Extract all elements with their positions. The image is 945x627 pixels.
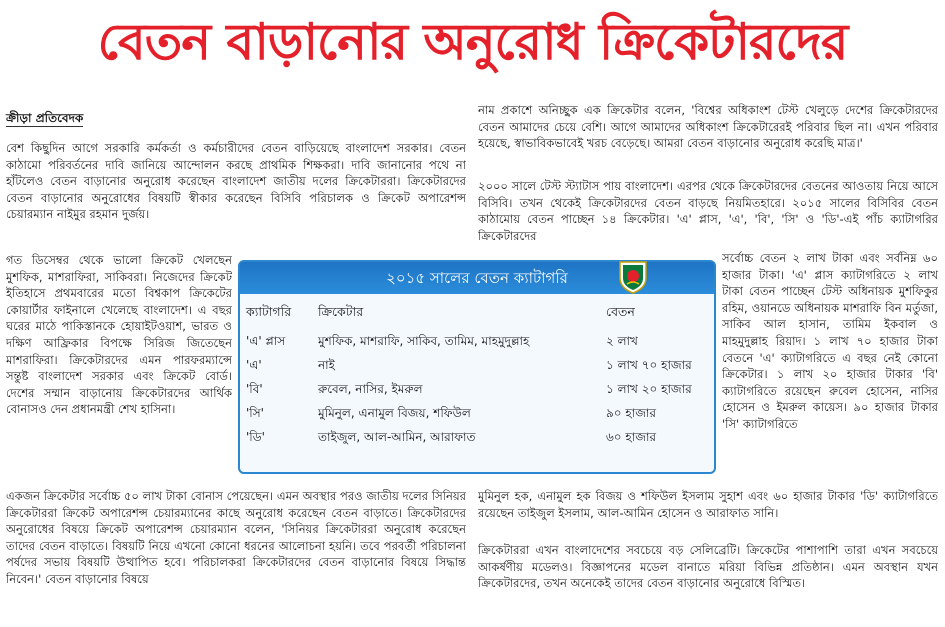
- left-column-paragraph: গত ডিসেম্বর থেকে ভালো ক্রিকেট খেলছেন মুশফিক, মাশরাফিরা, সাকিবরা। নিজেদের ক্রিকেট ইতিহাসে প্রথমবারের মতো বিশ্বকাপ ক্রিকেটের কোয়ার্টার ফাইনালে খেলেছে বাংলাদেশ। এ বছর ঘরের মাঠে পাকিস্তানকে হোয়াইটওয়াশ, ভারত ও দক্ষিণ আফ্রিকার বিপক্ষে সিরিজ জিতেছেন মাশরাফিরা। ক্রিকেটারদের এমন পারফরম্যান্সে সন্তুষ্ট বাংলাদেশ সরকার এবং ক্রিকেট বোর্ড। দেশের সম্মান বাড়ানোয় ক্রিকেটারদের আর্থিক বোনাসও দেন প্রধানমন্ত্রী শেখ হাসিনা।: [6, 253, 232, 417]
- left-bottom-paragraph: একজন ক্রিকেটার সর্বোচ্চ ৫০ লাখ টাকা বোনাস পেয়েছেন। এমন অবস্থার পরও জাতীয় দলের সিনিয়র ক্রিকেটাররা ক্রিকেট অপারেশন্স চেয়ারম্যানের কাছে অনুরোধ করেছেন বেতন বাড়াতে। ক্রিকেটারদের অনুরোধের বিষয়ে ক্রিকেট অপারেশন্স চেয়ারম্যান বলেন, 'সিনিয়র ক্রিকেটাররা অনুরোধ করেছেন তাদের বেতন বাড়াতে। বিষয়টি নিয়ে এখনো কোনো ধরনের আলোচনা হয়নি। তবে পরবর্তী পরিচালনা পর্ষদের সভায় বিষয়টি উত্থাপিত হবে। পরিচালকরা ক্রিকেটারদের বেতন বাড়ানোর বিষয়ে সিদ্ধান্ত নিবেন।' বেতন বাড়ানোর বিষয়ে: [6, 489, 466, 586]
- row-category: 'সি': [246, 406, 264, 420]
- row-salary: ২ লাখ: [606, 334, 638, 348]
- row-salary: ১ লাখ ৭০ হাজার: [606, 358, 692, 372]
- table-row: [246, 402, 708, 426]
- header-salary: বেতন: [606, 304, 635, 319]
- headline: বেতন বাড়ানোর অনুরোধ ক্রিকেটারদের: [97, 13, 848, 71]
- right-top-paragraph: নাম প্রকাশে অনিচ্ছুক এক ক্রিকেটার বলেন, 'বিশ্বের অধিকাংশ টেস্ট খেলুড়ে দেশের ক্রিকেটারদের বেতন আমাদের চেয়ে বেশি। আগে আমাদের অধিকাংশ ক্রিকেটারেরই পরিবার ছিল না। এখন পরিবার হয়েছে, স্বাভাবিকভাবেই খরচ বেড়েছে। আমরা বেতন বাড়ানোর অনুরোধ করেছি মাত্র।': [478, 103, 938, 151]
- bcb-logo-icon: [618, 260, 648, 294]
- row-category: 'বি': [246, 382, 263, 396]
- right-column-paragraph: সর্বোচ্চ বেতন ২ লাখ টাকা এবং সর্বনিম্ন ৬০ হাজার টাকা। 'এ' প্লাস ক্যাটাগরিতে ২ লাখ টাকা বেতন পাচ্ছেন টেস্ট অধিনায়ক মুশফিকুর রহিম, ওয়ানডে অধিনায়ক মাশরাফি বিন মর্তুজা, সাকিব আল হাসান, তামিম ইকবাল ও মাহমুদুল্লাহ রিয়াদ। ১ লাখ ৭০ হাজার টাকা বেতনে 'এ' ক্যাটাগরিতে এ বছর নেই কোনো ক্রিকেটার। ১ লাখ ২০ হাজার টাকার 'বি' ক্যাটাগরিতে রয়েছেন রুবেল হোসেন, নাসির হোসেন ও ইমরুল কায়েস। ৯০ হাজার টাকার 'সি' ক্যাটাগরিতে: [722, 251, 938, 431]
- row-cricketers: মুশফিক, মাশরাফি, সাকিব, তামিম, মাহমুদুল্লাহ: [318, 334, 530, 348]
- intro-paragraph: বেশ কিছুদিন আগে সরকারি কর্মকর্তা ও কর্মচারীদের বেতন বাড়িয়েছে বাংলাদেশ সরকার। বেতন কাঠামো পরিবর্তনের দাবি জানিয়ে আন্দোলন করছে প্রাথমিক শিক্ষকরা। দাবি জানানোর পথে না হাঁটলেও বেতন বাড়ানোর অনুরোধ করেছেন বাংলাদেশ জাতীয় দলের ক্রিকেটাররা। ক্রিকেটারদের বেতন বাড়ানোর অনুরোধের বিষয়টি স্বীকার করেছেন বিসিবি পরিচালক ও ক্রিকেট অপারেশন্স চেয়ারম্যান নাইমুর রহমান দুর্জয়।: [6, 141, 466, 222]
- table-row: [246, 426, 708, 450]
- header-cricketer: ক্রিকেটার: [318, 304, 364, 319]
- row-cricketers: মুমিনুল, এনামুল বিজয়, শফিউল: [318, 406, 471, 420]
- row-cricketers: রুবেল, নাসির, ইমরুল: [318, 382, 423, 396]
- table-row: [246, 378, 708, 402]
- row-category: 'এ' প্লাস: [246, 334, 286, 348]
- salary-category-box: [238, 260, 716, 474]
- row-salary: ১ লাখ ২০ হাজার: [606, 382, 692, 396]
- row-category: 'ডি': [246, 430, 265, 444]
- salary-box-title: ২০১৫ সালের বেতন ক্যাটাগরি: [240, 262, 714, 294]
- byline: ক্রীড়া প্রতিবেদক: [6, 111, 84, 125]
- table-row: [246, 354, 708, 378]
- right-bottom-paragraph: মুমিনুল হক, এনামুল হক বিজয় ও শফিউল ইসলাম সুহাশ এবং ৬০ হাজার টাকার 'ডি' ক্যাটাগরিতে রয়েছেন তাইজুল ইসলাম, আল-আমিন হোসেন ও আরাফাত সানি।: [478, 489, 938, 520]
- right-mid-paragraph: ২০০০ সালে টেস্ট স্ট্যাটাস পায় বাংলাদেশ। এরপর থেকে ক্রিকেটারদের বেতনের আওতায় নিয়ে আসে বিসিবি। তখন থেকেই ক্রিকেটারদের বেতন বাড়ছে নিয়মিতহারে। ২০১৫ সালের বিসিবির বেতন কাঠামোয় বেতন পাচ্ছেন ১৪ ক্রিকেটার। 'এ' প্লাস, 'এ', 'বি', 'সি' ও 'ডি'-এই পাঁচ ক্যাটাগরির ক্রিকেটারদের: [478, 179, 938, 243]
- row-salary: ৬০ হাজার: [606, 430, 657, 444]
- right-end-paragraph: ক্রিকেটাররা এখন বাংলাদেশের সবচেয়ে বড় সেলিব্রেটি। ক্রিকেটের পাশাপাশি তারা এখন সবচেয়ে আকর্ষণীয় মডেলও। বিজ্ঞাপনের মডেল বানাতে মরিয়া বিভিন্ন প্রতিষ্ঠান। এমন অবস্থান যখন ক্রিকেটারদের, তখন অনেকেই তাদের বেতন বাড়ানোর অনুরোধে বিস্মিত।: [478, 543, 938, 591]
- salary-table-header: [246, 302, 708, 330]
- header-category: ক্যাটাগরি: [246, 304, 292, 319]
- row-cricketers: তাইজুল, আল-আমিন, আরাফাত: [318, 430, 476, 444]
- salary-table: [246, 302, 708, 450]
- row-category: 'এ': [246, 358, 262, 372]
- table-row: [246, 330, 708, 354]
- row-cricketers: নাই: [318, 358, 335, 372]
- row-salary: ৯০ হাজার: [606, 406, 657, 420]
